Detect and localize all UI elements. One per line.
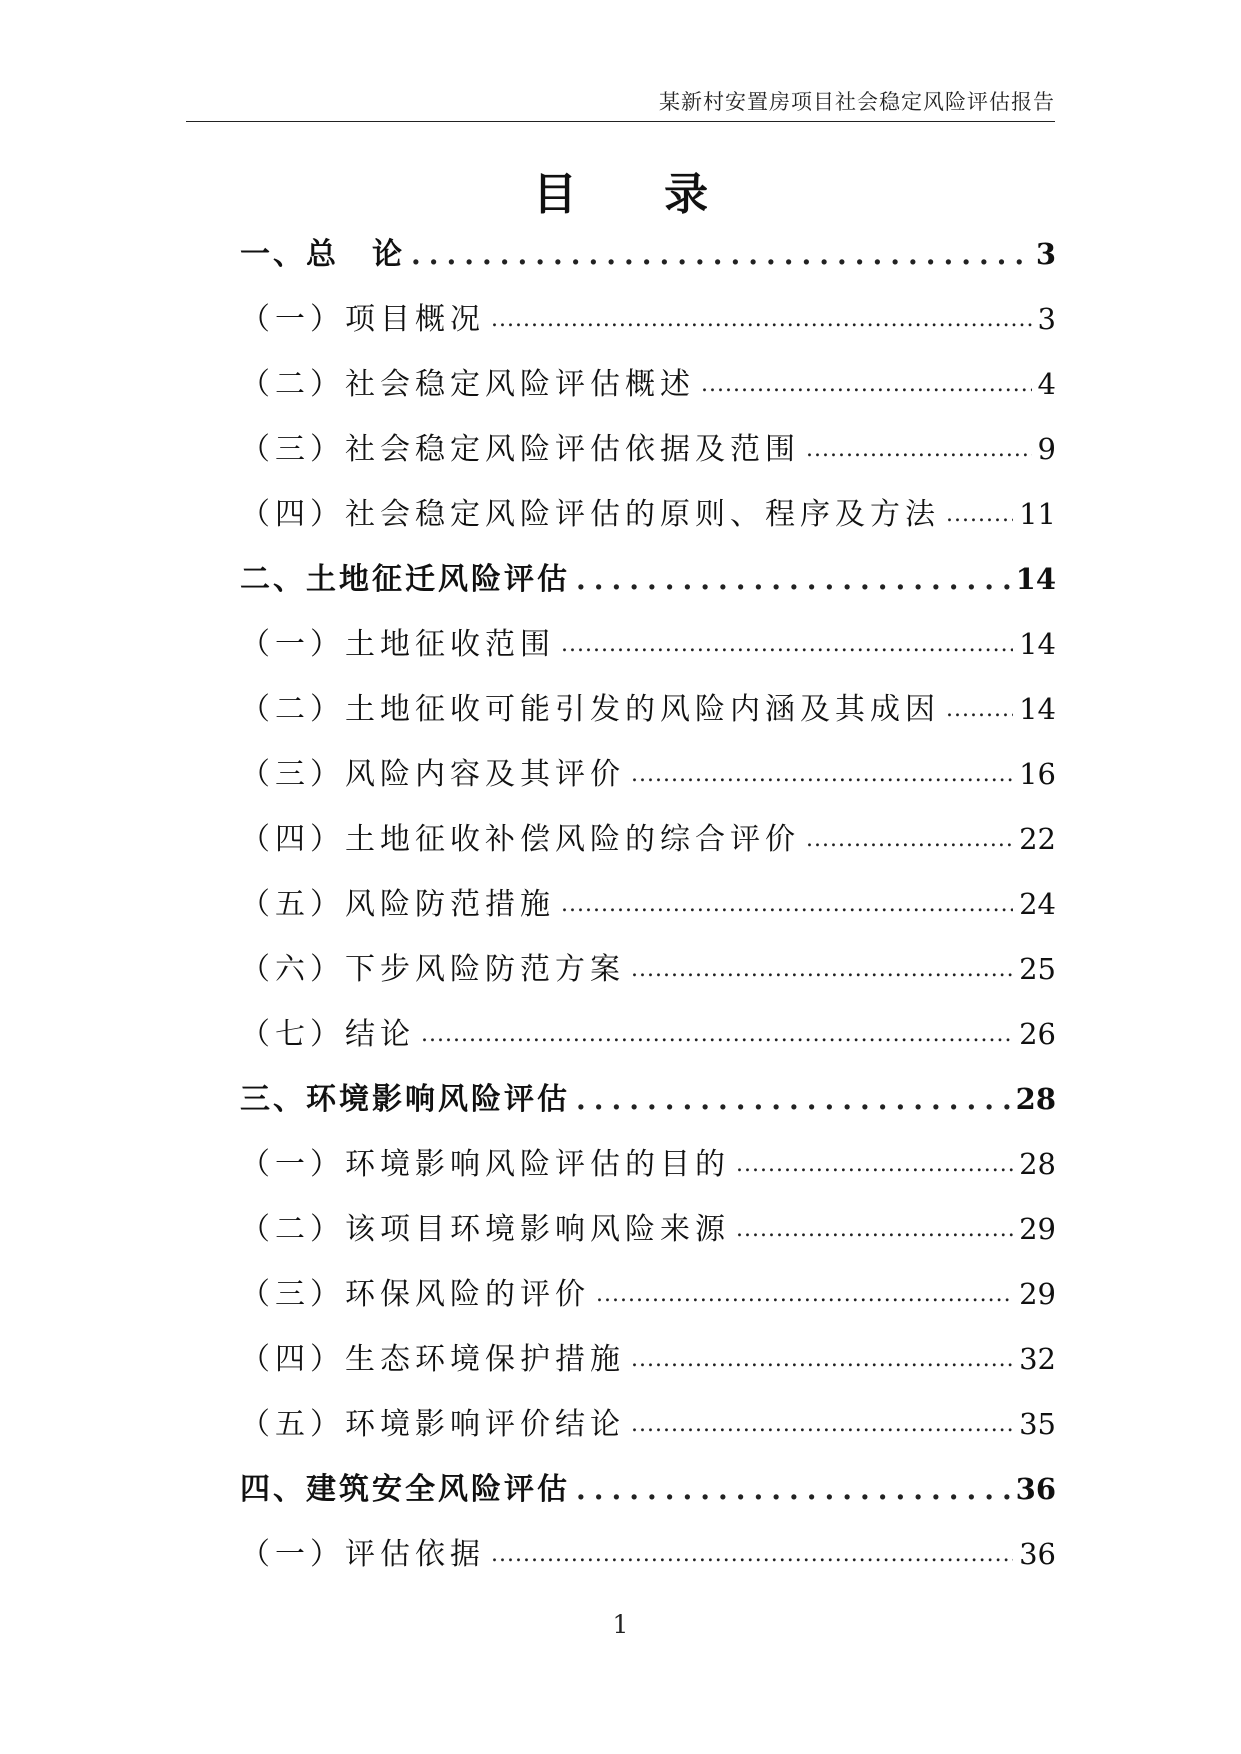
toc-entry-label: （四）生态环境保护措施 xyxy=(240,1342,625,1377)
toc-entry-page-number: 4 xyxy=(1037,367,1056,401)
toc-section-entry[interactable] xyxy=(240,807,1056,872)
toc-dot-leader xyxy=(631,742,1013,807)
toc-section-entry[interactable] xyxy=(240,417,1056,482)
toc-title: 目 录 xyxy=(532,169,745,220)
toc-dot-leader xyxy=(576,1457,1010,1522)
header-rule xyxy=(186,121,1055,122)
toc-entry-label: （二）该项目环境影响风险来源 xyxy=(240,1212,730,1247)
toc-section-entry[interactable] xyxy=(240,1522,1056,1587)
toc-entry-label: （一）评估依据 xyxy=(240,1537,485,1572)
toc-entry-label: （三）社会稳定风险评估依据及范围 xyxy=(240,432,800,467)
toc-section-entry[interactable] xyxy=(240,287,1056,352)
toc-entry-page-number: 24 xyxy=(1019,887,1056,921)
toc-entry-page-number: 28 xyxy=(1019,1147,1056,1181)
toc-dot-leader xyxy=(701,352,1032,417)
toc-section-entry[interactable] xyxy=(240,742,1056,807)
toc-list xyxy=(240,222,1056,1587)
toc-entry-page-number: 9 xyxy=(1037,432,1056,466)
running-header: 某新村安置房项目社会稳定风险评估报告 xyxy=(659,90,1055,114)
toc-section-entry[interactable] xyxy=(240,1197,1056,1262)
toc-entry-page-number: 25 xyxy=(1019,952,1056,986)
toc-entry-page-number: 3 xyxy=(1035,237,1056,271)
toc-section-entry[interactable] xyxy=(240,872,1056,937)
toc-section-entry[interactable] xyxy=(240,937,1056,1002)
toc-entry-page-number: 3 xyxy=(1037,302,1056,336)
toc-entry-label: （五）环境影响评价结论 xyxy=(240,1407,625,1442)
toc-dot-leader xyxy=(736,1132,1013,1197)
toc-dot-leader xyxy=(631,1327,1013,1392)
toc-entry-label: （一）环境影响风险评估的目的 xyxy=(240,1147,730,1182)
toc-dot-leader xyxy=(561,612,1013,677)
toc-entry-page-number: 29 xyxy=(1019,1212,1056,1246)
toc-entry-page-number: 36 xyxy=(1019,1537,1056,1571)
toc-entry-label: 二、土地征迁风险评估 xyxy=(240,562,570,597)
toc-dot-leader xyxy=(806,807,1013,872)
toc-dot-leader xyxy=(806,417,1032,482)
toc-entry-label: （二）土地征收可能引发的风险内涵及其成因 xyxy=(240,692,940,727)
toc-dot-leader xyxy=(411,222,1030,287)
toc-dot-leader xyxy=(736,1197,1013,1262)
toc-section-entry[interactable] xyxy=(240,482,1056,547)
toc-entry-label: （六）下步风险防范方案 xyxy=(240,952,625,987)
toc-entry-page-number: 32 xyxy=(1019,1342,1056,1376)
toc-entry-label: （七）结论 xyxy=(240,1017,415,1052)
toc-entry-page-number: 14 xyxy=(1015,562,1056,596)
toc-entry-page-number: 14 xyxy=(1019,692,1056,726)
toc-dot-leader xyxy=(631,1392,1013,1457)
toc-dot-leader xyxy=(421,1002,1013,1067)
toc-entry-label: （二）社会稳定风险评估概述 xyxy=(240,367,695,402)
toc-dot-leader xyxy=(491,287,1032,352)
toc-section-entry[interactable] xyxy=(240,1262,1056,1327)
toc-entry-label: （一）项目概况 xyxy=(240,302,485,337)
toc-entry-label: （五）风险防范措施 xyxy=(240,887,555,922)
toc-section-entry[interactable] xyxy=(240,352,1056,417)
toc-entry-label: （四）土地征收补偿风险的综合评价 xyxy=(240,822,800,857)
toc-chapter-entry[interactable] xyxy=(240,1457,1056,1522)
toc-entry-label: （一）土地征收范围 xyxy=(240,627,555,662)
toc-entry-page-number: 26 xyxy=(1019,1017,1056,1051)
toc-section-entry[interactable] xyxy=(240,1392,1056,1457)
toc-dot-leader xyxy=(946,482,1013,547)
toc-entry-label: （四）社会稳定风险评估的原则、程序及方法 xyxy=(240,497,940,532)
toc-entry-page-number: 35 xyxy=(1019,1407,1056,1441)
toc-dot-leader xyxy=(561,872,1013,937)
toc-entry-page-number: 11 xyxy=(1019,497,1056,531)
toc-dot-leader xyxy=(576,1067,1010,1132)
toc-entry-page-number: 16 xyxy=(1019,757,1056,791)
toc-section-entry[interactable] xyxy=(240,612,1056,677)
toc-dot-leader xyxy=(631,937,1013,1002)
toc-entry-page-number: 28 xyxy=(1015,1082,1056,1116)
toc-entry-label: 三、环境影响风险评估 xyxy=(240,1082,570,1117)
page-number: 1 xyxy=(612,1610,629,1639)
toc-entry-page-number: 14 xyxy=(1019,627,1056,661)
toc-section-entry[interactable] xyxy=(240,677,1056,742)
toc-entry-label: （三）环保风险的评价 xyxy=(240,1277,590,1312)
toc-dot-leader xyxy=(576,547,1010,612)
toc-entry-label: 一、总 论 xyxy=(240,237,405,272)
toc-entry-label: 四、建筑安全风险评估 xyxy=(240,1472,570,1507)
toc-entry-page-number: 36 xyxy=(1015,1472,1056,1506)
toc-section-entry[interactable] xyxy=(240,1132,1056,1197)
toc-entry-page-number: 22 xyxy=(1019,822,1056,856)
toc-entry-page-number: 29 xyxy=(1019,1277,1056,1311)
toc-dot-leader xyxy=(946,677,1013,742)
toc-dot-leader xyxy=(491,1522,1013,1587)
toc-chapter-entry[interactable] xyxy=(240,222,1056,287)
toc-entry-label: （三）风险内容及其评价 xyxy=(240,757,625,792)
toc-section-entry[interactable] xyxy=(240,1327,1056,1392)
toc-chapter-entry[interactable] xyxy=(240,547,1056,612)
toc-section-entry[interactable] xyxy=(240,1002,1056,1067)
toc-dot-leader xyxy=(596,1262,1013,1327)
toc-chapter-entry[interactable] xyxy=(240,1067,1056,1132)
